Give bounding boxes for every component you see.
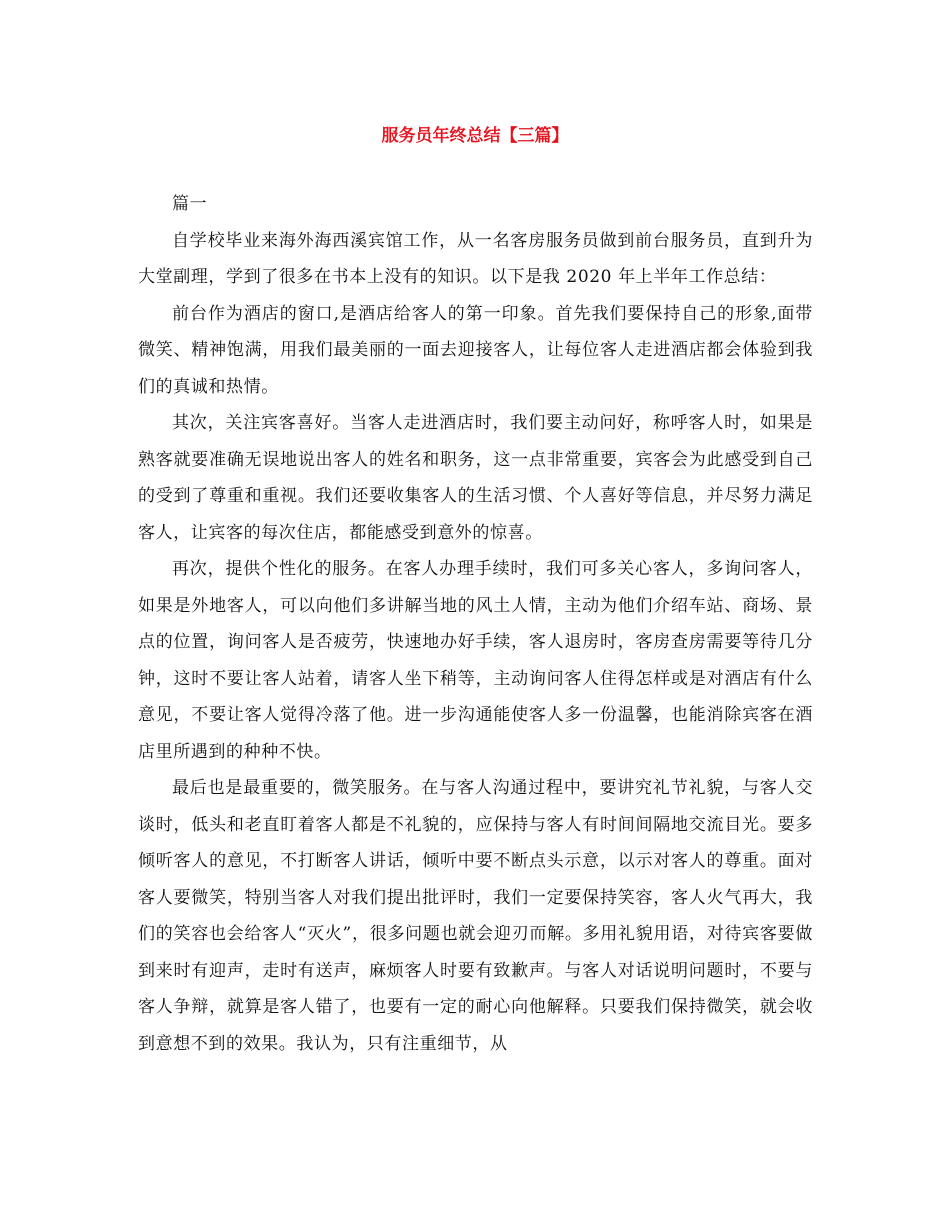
paragraph-guest-preferences: 其次，关注宾客喜好。当客人走进酒店时，我们要主动问好，称呼客人时，如果是熟客就要准确无误地说出客人的姓名和职务，这一点非常重要，宾客会为此感受到自己的受到了尊重和重视。我们还要收集客人的生活习惯、个人喜好等信息，并尽努力满足客人，让宾客的每次住店，都能感受到意外的惊喜。 (138, 413, 813, 543)
paragraph-intro: 自学校毕业来海外海西溪宾馆工作，从一名客房服务员做到前台服务员，直到升为大堂副理，学到了很多在书本上没有的知识。以下是我 2020 年上半年工作总结： (138, 230, 813, 287)
section-heading: 篇一 (172, 194, 208, 214)
document-body (138, 186, 813, 1062)
paragraph-smile-service: 最后也是最重要的，微笑服务。在与客人沟通过程中，要讲究礼节礼貌，与客人交谈时，低头和老直盯着客人都是不礼貌的，应保持与客人有时间间隔地交流目光。要多倾听客人的意见，不打断客人讲话，倾听中要不断点头示意，以示对客人的尊重。面对客人要微笑，特别当客人对我们提出批评时，我们一定要保持笑容，客人火气再大，我们的笑容也会给客人“灭火”，很多问题也就会迎刃而解。多用礼貌用语，对待宾客要做到来时有迎声，走时有送声，麻烦客人时要有致歉声。与客人对话说明问题时，不要与客人争辩，就算是客人错了，也要有一定的耐心向他解释。只要我们保持微笑，就会收到意想不到的效果。我认为，只有注重细节，从 (138, 778, 813, 1054)
paragraph-personalized-service: 再次，提供个性化的服务。在客人办理手续时，我们可多关心客人，多询问客人，如果是外地客人，可以向他们多讲解当地的风土人情，主动为他们介绍车站、商场、景点的位置，询问客人是否疲劳，快速地办好手续，客人退房时，客房查房需要等待几分钟，这时不要让客人站着，请客人坐下稍等，主动询问客人住得怎样或是对酒店有什么意见，不要让客人觉得冷落了他。进一步沟通能使客人多一份温馨，也能消除宾客在酒店里所遇到的种种不快。 (138, 559, 813, 762)
paragraph-front-desk: 前台作为酒店的窗口,是酒店给客人的第一印象。首先我们要保持自己的形象,面带微笑、精神饱满，用我们最美丽的一面去迎接客人，让每位客人走进酒店都会体验到我们的真诚和热情。 (138, 303, 813, 397)
document-title: 服务员年终总结【三篇】 (381, 126, 569, 146)
